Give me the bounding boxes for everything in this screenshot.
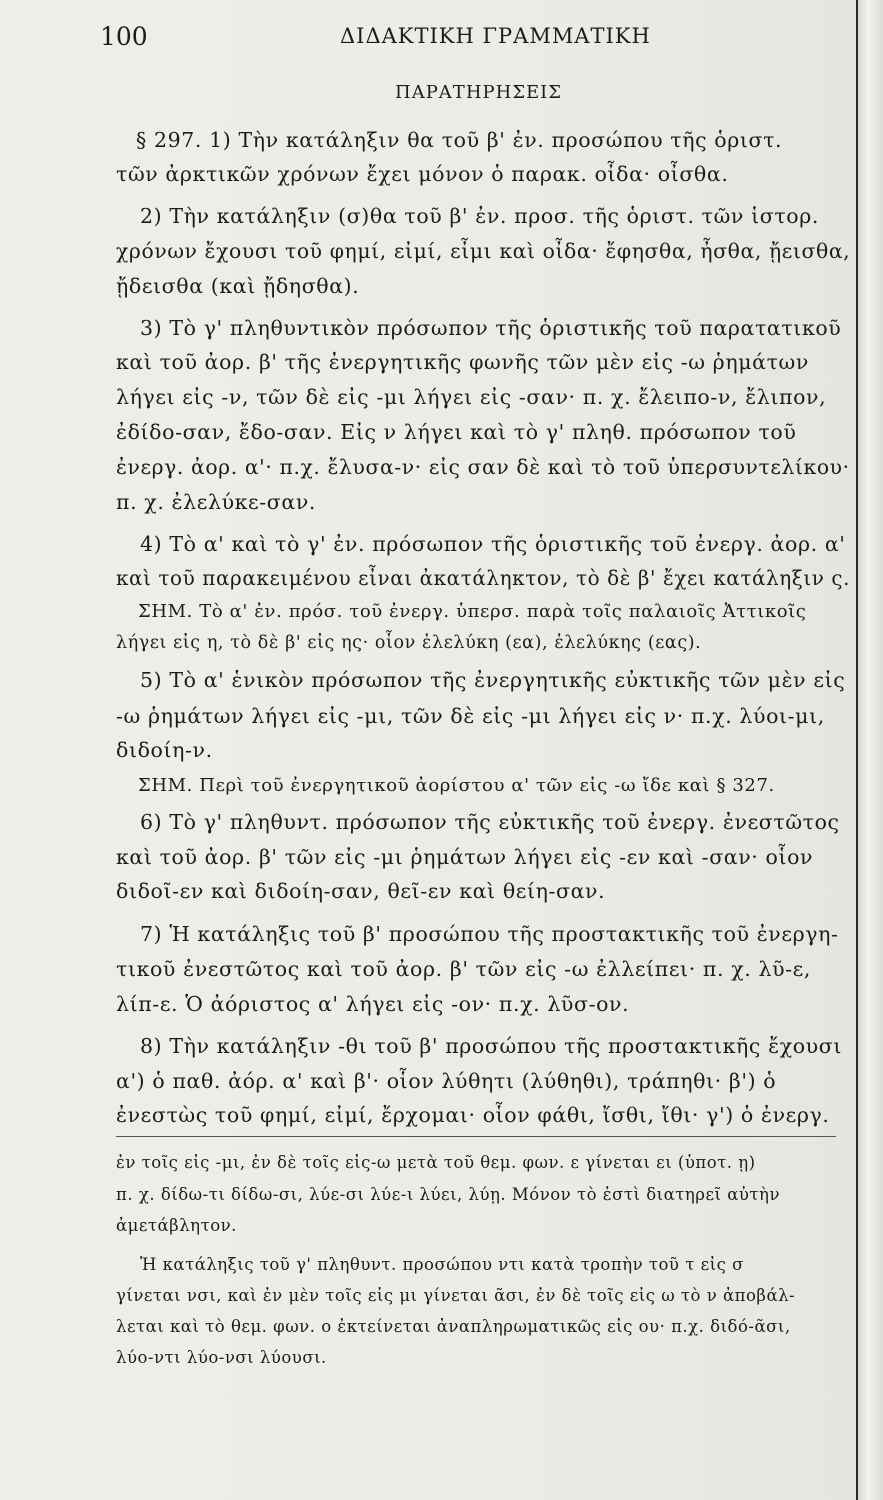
footnote-line: ἀμετάβλητον. <box>116 1216 237 1235</box>
text-line: ἐνεργ. ἀορ. α'· π.χ. ἔλυσα-ν· εἰς σαν δὲ καὶ τὸ τοῦ ὑπερσυντελίκου· <box>116 455 850 479</box>
text-line: διδοίη-ν. <box>116 738 213 762</box>
text-line: χρόνων ἔχουσι τοῦ φημί, εἰμί, εἶμι καὶ οἶδα· ἔφησθα, ἦσθα, ᾔεισθα, <box>116 239 851 263</box>
text-line: τῶν ἀρκτικῶν χρόνων ἔχει μόνον ὁ παρακ. οἶδα· οἶσθα. <box>116 162 729 186</box>
text-line: 5) Τὸ α' ἑνικὸν πρόσωπον τῆς ἐνεργητικῆς εὐκτικῆς τῶν μὲν εἰς <box>140 668 846 692</box>
text-line: 4) Τὸ α' καὶ τὸ γ' ἐν. πρόσωπον τῆς ὁριστικῆς τοῦ ἐνεργ. ἀορ. α' <box>140 532 846 556</box>
footnote-line: γίνεται νσι, καὶ ἐν μὲν τοῖς εἰς μι γίνεται ᾶσι, ἐν δὲ τοῖς εἰς ω τὸ ν ἀποβάλ- <box>116 1286 796 1305</box>
section-title: ΠΑΡΑΤΗΡΗΣΕΙΣ <box>395 82 563 103</box>
text-line: 3) Τὸ γ' πληθυντικὸν πρόσωπον τῆς ὁριστικῆς τοῦ παρατατικοῦ <box>140 316 842 340</box>
text-line: καὶ τοῦ ἀορ. β' τῶν εἰς -μι ῥημάτων λήγει εἰς -εν καὶ -σαν· οἷον <box>116 845 814 869</box>
text-line: ΣΗΜ. Περὶ τοῦ ἐνεργητικοῦ ἀορίστου α' τῶν εἰς -ω ἴδε καὶ § 327. <box>138 775 775 796</box>
footnote-separator <box>116 1136 836 1137</box>
page-number: 100 <box>100 22 148 51</box>
text-line: ἐνεστὼς τοῦ φημί, εἰμί, ἔρχομαι· οἷον φάθι, ἴσθι, ἴθι· γ') ὁ ἐνεργ. <box>116 1103 830 1127</box>
footnote-line: λύο-ντι λύο-νσι λύουσι. <box>116 1348 327 1367</box>
text-line: λήγει εἰς -ν, τῶν δὲ εἰς -μι λήγει εἰς -σαν· π. χ. ἔλειπο-ν, ἔλιπον, <box>116 385 827 409</box>
text-line: ἐδίδο-σαν, ἔδο-σαν. Εἰς ν λήγει καὶ τὸ γ' πληθ. πρόσωπον τοῦ <box>116 420 797 444</box>
text-line: 7) Ἡ κατάληξις τοῦ β' προσώπου τῆς προστακτικῆς τοῦ ἐνεργη- <box>140 922 839 946</box>
footnote-line: π. χ. δίδω-τι δίδω-σι, λύε-σι λύε-ι λύει, λύῃ. Μόνον τὸ ἐστὶ διατηρεῖ αὐτὴν <box>116 1185 780 1204</box>
text-line: τικοῦ ἐνεστῶτος καὶ τοῦ ἀορ. β' τῶν εἰς -ω ἐλλείπει· π. χ. λῦ-ε, <box>116 957 812 981</box>
running-title: ΔΙΔΑΚΤΙΚΗ ΓΡΑΜΜΑΤΙΚΗ <box>340 24 651 48</box>
text-line: 6) Τὸ γ' πληθυντ. πρόσωπον τῆς εὐκτικῆς τοῦ ἐνεργ. ἐνεστῶτος <box>140 810 840 834</box>
text-line: διδοῖ-εν καὶ διδοίη-σαν, θεῖ-εν καὶ θείη-σαν. <box>116 879 606 903</box>
text-line: 2) Τὴν κατάληξιν (σ)θα τοῦ β' ἐν. προσ. τῆς ὁριστ. τῶν ἱστορ. <box>140 204 819 228</box>
text-line: καὶ τοῦ παρακειμένου εἶναι ἀκατάληκτον, τὸ δὲ β' ἔχει κατάληξιν ς. <box>116 566 851 590</box>
text-line: α') ὁ παθ. ἀόρ. α' καὶ β'· οἷον λύθητι (λύθηθι), τράπηθι· β') ὁ <box>116 1069 777 1093</box>
footnote-line: ἐν τοῖς εἰς -μι, ἐν δὲ τοῖς εἰς-ω μετὰ τοῦ θεμ. φων. ε γίνεται ει (ὑποτ. ῃ) <box>116 1153 756 1172</box>
text-line: § 297. 1) Τὴν κατάληξιν θα τοῦ β' ἐν. προσώπου τῆς ὁριστ. <box>136 128 783 152</box>
text-line: λήγει εἰς η, τὸ δὲ β' εἰς ης· οἷον ἐλελύκη (εα), ἐλελύκης (εας). <box>116 633 702 653</box>
text-line: π. χ. ἐλελύκε-σαν. <box>116 490 317 514</box>
text-line: ΣΗΜ. Τὸ α' ἐν. πρόσ. τοῦ ἐνεργ. ὑπερσ. παρὰ τοῖς παλαιοῖς Ἀττικοῖς <box>138 601 807 622</box>
text-line: λίπ-ε. Ὁ ἀόριστος α' λήγει εἰς -ον· π.χ. λῦσ-ον. <box>116 992 630 1016</box>
footnote-line: Ἡ κατάληξις τοῦ γ' πληθυντ. προσώπου ντι κατὰ τροπὴν τοῦ τ εἰς σ <box>140 1255 744 1274</box>
footnote-line: λεται καὶ τὸ θεμ. φων. ο ἐκτείνεται ἀναπληρωματικῶς εἰς ου· π.χ. διδό-ᾶσι, <box>116 1317 791 1336</box>
page-header <box>100 22 850 56</box>
text-line: καὶ τοῦ ἀορ. β' τῆς ἐνεργητικῆς φωνῆς τῶν μὲν εἰς -ω ῥημάτων <box>116 350 809 374</box>
text-line: -ω ῥημάτων λήγει εἰς -μι, τῶν δὲ εἰς -μι λήγει εἰς ν· π.χ. λύοι-μι, <box>116 704 825 728</box>
adjacent-page-edge <box>856 0 883 1500</box>
text-line: 8) Τὴν κατάληξιν -θι τοῦ β' προσώπου τῆς προστακτικῆς ἔχουσι <box>140 1034 842 1058</box>
text-line: ᾔδεισθα (καὶ ᾔδησθα). <box>116 274 360 298</box>
